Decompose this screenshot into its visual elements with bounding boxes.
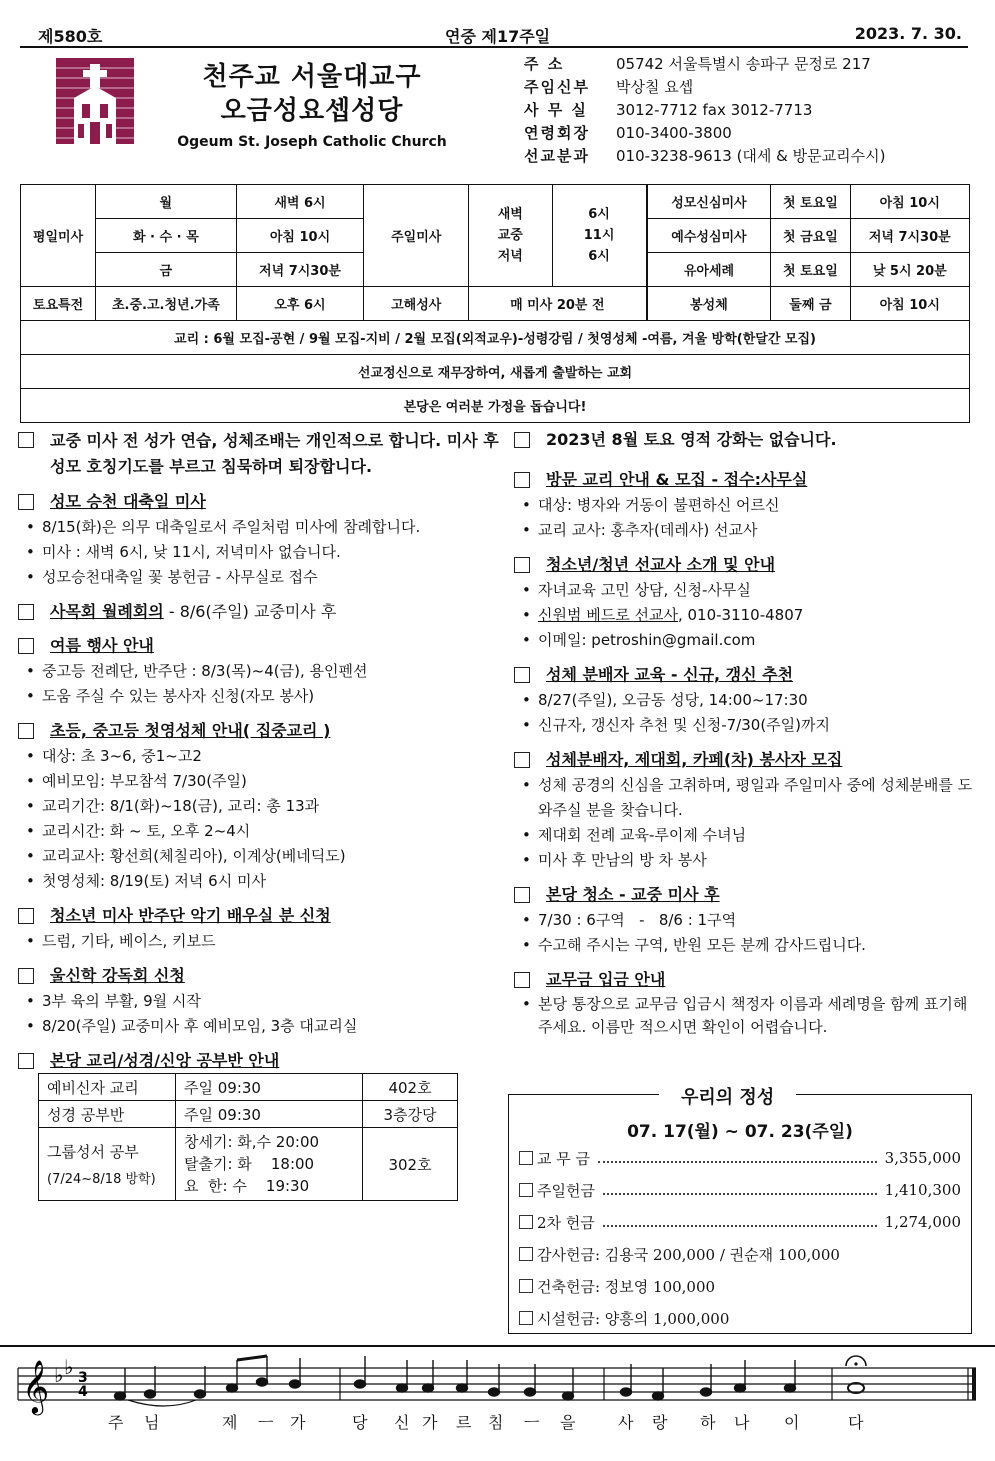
list-item: • 도움 주실 수 있는 봉사자 신청(자모 봉사): [26, 684, 500, 709]
offering-row: 2차 헌금 1,274,000: [509, 1206, 971, 1238]
checkbox-icon: [18, 604, 34, 620]
offering-note: 감사헌금: 김용국 200,000 / 권순재 100,000: [509, 1238, 971, 1270]
lyric-syllable: 침: [488, 1413, 504, 1432]
special-mass-name: 유아세례: [647, 253, 771, 287]
table-cell: 302호: [363, 1128, 458, 1201]
checkbox-icon: [514, 472, 530, 488]
lyric-syllable: ㅡ: [524, 1413, 540, 1432]
lyric-syllable: 당: [352, 1413, 368, 1432]
weekday-time: 아침 10시: [236, 219, 364, 253]
issue-header-line: [20, 20, 968, 48]
table-cell: 주일 09:30: [176, 1101, 363, 1128]
treble-clef-icon: 𝄞: [22, 1359, 50, 1413]
list-item: • 예비모임: 부모참석 7/30(주일): [26, 769, 500, 794]
info-row-mission: 선교분과 010-3238-9613 (대세 & 방문교리수시): [524, 147, 886, 165]
study-class-table: [38, 1073, 458, 1201]
saturday-vigil-time: 오후 6시: [236, 287, 364, 321]
lyric-syllable: 가: [290, 1413, 306, 1432]
list-item: • 8/27(주일), 오금동 성당, 14:00~17:30: [522, 688, 982, 713]
lyric-syllable: 르: [456, 1413, 472, 1432]
parish-motto: 선교정신으로 재무장하여, 새롭게 출발하는 교회: [21, 355, 970, 389]
saturday-vigil-label: 토요특전: [21, 287, 96, 321]
special-mass-name: 성모신심미사: [647, 185, 771, 219]
weekday-time: 저녁 7시30분: [236, 253, 364, 287]
list-item: • 첫영성체: 8/19(토) 저녁 6시 미사: [26, 869, 500, 894]
checkbox-icon: [519, 1183, 533, 1197]
saturday-vigil-who: 초.중.고.청년.가족: [96, 287, 237, 321]
catechism-schedule: 교리 : 6월 모집-공현 / 9월 모집-지비 / 2월 모집(외적교우)-성령강림 / 첫영성체 -여름, 겨울 방학(한달간 모집): [21, 321, 970, 355]
list-item: • 대상: 초 3~6, 중1~고2: [26, 744, 500, 769]
issue-date: 2023. 7. 30.: [854, 24, 962, 43]
special-mass-when: 첫 금요일: [771, 219, 850, 253]
list-item: • 신규자, 갱신자 추천 및 신청-7/30(주일)까지: [522, 713, 982, 738]
lyric-syllable: ㅡ: [258, 1413, 274, 1432]
checkbox-icon: [519, 1279, 533, 1293]
church-logo: [56, 58, 134, 144]
svg-text:♭: ♭: [64, 1355, 74, 1379]
lyric-syllable: 신: [394, 1413, 410, 1432]
list-item: • 자녀교육 고민 상담, 신청-사무실: [522, 578, 982, 603]
special-mass-when: 첫 토요일: [771, 253, 850, 287]
info-row-address: 주 소 05742 서울특별시 송파구 문정로 217: [524, 55, 871, 73]
info-row-office: 사 무 실 3012-7712 fax 3012-7713: [524, 100, 813, 119]
list-item: • 성체 공경의 신심을 고취하며, 평일과 주일미사 중에 성체분배를 도와주실 분을 찾습니다.: [522, 773, 982, 823]
table-cell: 예비신자 교리: [39, 1074, 176, 1101]
list-item: • 3부 육의 부활, 9월 시작: [26, 989, 500, 1014]
anointing-label: 봉성체: [647, 287, 771, 321]
list-item: • 교리교사: 황선희(체칠리아), 이계상(베네딕도): [26, 844, 500, 869]
list-item: • 교리시간: 화 ~ 토, 오후 2~4시: [26, 819, 500, 844]
notice-first-communion: 초등, 중고등 첫영성체 안내( 집중교리 ) • 대상: 초 3~6, 중1~고2 • 예비모임: 부모참석 7/30(주일) • 교리기간: 8/1(화)~18(금), 교리: 총 13과 • 교리시간: 화 ~ 토, 오후 2~4시 • 교리교사: 황선희(체칠리아), 이계상(베네딕도) • 첫영성체: 8/19(토) 저녁 6시 미사: [16, 719, 500, 894]
list-item: • 성모승천대축일 꽃 봉헌금 - 사무실로 접수: [26, 565, 500, 590]
lyric-syllable: 님: [144, 1413, 160, 1432]
lyric-syllable: 나: [734, 1413, 750, 1432]
lyric-syllable: 을: [560, 1413, 576, 1432]
list-item: • 제대회 전례 교육-루이제 수녀님: [522, 823, 982, 848]
offering-title: 우리의 정성: [659, 1083, 796, 1109]
liturgical-week: 연중 제17주일: [445, 27, 551, 46]
table-cell: 3층강당: [363, 1101, 458, 1128]
notice-assumption-mass: 성모 승천 대축일 미사 • 8/15(화)은 의무 대축일로서 주일처럼 미사에 참례합니다. • 미사 : 새벽 6시, 낮 11시, 저녁미사 없습니다. • 성모승천대축일 꽃 봉헌금 - 사무실로 접수: [16, 490, 500, 590]
notice-council-meeting: 사목회 월례회의 - 8/6(주일) 교중미사 후: [16, 600, 500, 624]
weekday-day: 월: [96, 185, 237, 219]
list-item: • 드럼, 기타, 베이스, 키보드: [26, 929, 500, 954]
confession-label: 고해성사: [364, 287, 469, 321]
offering-week: 07. 17(월) ~ 07. 23(주일): [627, 1122, 853, 1142]
checkbox-icon: [514, 752, 530, 768]
checkbox-icon: [18, 432, 34, 448]
checkbox-icon: [18, 968, 34, 984]
checkbox-icon: [514, 972, 530, 988]
notice-study-classes: 본당 교리/성경/신앙 공부반 안내 예비신자 교리 주일 09:30 402호 성경 공부반 주일 09:30 3층강당 그룹성서 공부 (7/24~8/18 방학) 창세기: 화,수 20:00 탈출기: 화 18:00 요 한: 수 19:30 302호: [16, 1049, 500, 1201]
list-item: • 본당 통장으로 교무금 입금시 책정자 이름과 세례명을 함께 표기해 주세요. 이름만 적으시면 확인이 어렵습니다.: [522, 993, 982, 1039]
checkbox-icon: [18, 494, 34, 510]
list-item: • 신원범 베드로 선교사, 010-3110-4807: [522, 603, 982, 628]
checkbox-icon: [519, 1215, 533, 1229]
checkbox-icon: [18, 638, 34, 654]
checkbox-icon: [514, 557, 530, 573]
table-cell: 주일 09:30: [176, 1074, 363, 1101]
weekday-day: 화 · 수 · 목: [96, 219, 237, 253]
svg-text:3: 3: [78, 1370, 88, 1386]
lyric-syllable: 다: [848, 1413, 864, 1432]
offering-row: 주일헌금 1,410,300: [509, 1174, 971, 1206]
table-cell: 창세기: 화,수 20:00 탈출기: 화 18:00 요 한: 수 19:30: [176, 1128, 363, 1201]
checkbox-icon: [18, 1053, 34, 1069]
info-row-pastor: 주임신부 박상칠 요셉: [524, 78, 694, 96]
special-mass-when: 첫 토요일: [771, 185, 850, 219]
lyric-syllable: 가: [422, 1413, 438, 1432]
checkbox-icon: [514, 887, 530, 903]
notice-volunteer-recruit: 성체분배자, 제대회, 카페(차) 봉사자 모집 • 성체 공경의 신심을 고취하며, 평일과 주일미사 중에 성체분배를 도와주실 분을 찾습니다. • 제대회 전례 교육-루이제 수녀님 • 미사 후 만남의 방 차 봉사: [512, 748, 982, 873]
list-item: • 수고해 주시는 구역, 반원 모든 분께 감사드립니다.: [522, 933, 982, 958]
church-name-block: [162, 60, 462, 150]
info-row-funeral: 연령회장 010-3400-3800: [524, 123, 732, 142]
weekday-mass-label: 평일미사: [21, 185, 96, 287]
list-item: • 미사 : 새벽 6시, 낮 11시, 저녁미사 없습니다.: [26, 540, 500, 565]
notice-summer-events: 여름 행사 안내 • 중고등 전례단, 반주단 : 8/3(목)~4(금), 용인펜션 • 도움 주실 수 있는 봉사자 신청(자모 봉사): [16, 634, 500, 709]
weekday-time: 새벽 6시: [236, 185, 364, 219]
lyric-syllable: 랑: [652, 1413, 668, 1432]
table-cell: 성경 공부반: [39, 1101, 176, 1128]
notice-visiting-catechism: 방문 교리 안내 & 모집 - 접수:사무실 • 대상: 병자와 거동이 불편하신 어르신 • 교리 교사: 홍추자(데레사) 선교사: [512, 468, 982, 543]
checkbox-icon: [18, 908, 34, 924]
notice-dues-deposit: 교무금 입금 안내 • 본당 통장으로 교무금 입금시 책정자 이름과 세례명을 함께 표기해 주세요. 이름만 적으시면 확인이 어렵습니다.: [512, 968, 982, 1039]
offering-row: 교 무 금 3,355,000: [509, 1142, 971, 1174]
anointing-when: 둘째 금: [771, 287, 850, 321]
parish-question: 본당은 여러분 가정을 돕습니다!: [21, 389, 970, 423]
list-item: • 교리 교사: 홍추자(데레사) 선교사: [522, 518, 982, 543]
lyric-syllable: 하: [700, 1413, 716, 1432]
contact-info: [524, 52, 974, 167]
issue-number: 제580호: [38, 27, 103, 46]
notice-youth-instrument: 청소년 미사 반주단 악기 배우실 분 신청 • 드럼, 기타, 베이스, 키보드: [16, 904, 500, 954]
lyric-syllable: 이: [784, 1413, 800, 1432]
church-name-korean-line1: 천주교 서울대교구: [202, 62, 422, 92]
sunday-mass-times: 6시 11시 6시: [552, 185, 647, 287]
list-item: • 미사 후 만남의 방 차 봉사: [522, 848, 982, 873]
list-item: • 8/15(화)은 의무 대축일로서 주일처럼 미사에 참례합니다.: [26, 515, 500, 540]
checkbox-icon: [514, 667, 530, 683]
list-item: • 이메일: petroshin@gmail.com: [522, 628, 982, 653]
offering-box: [508, 1087, 972, 1334]
anointing-time: 아침 10시: [850, 287, 969, 321]
lyric-syllable: 제: [222, 1413, 238, 1432]
music-staff: [0, 1344, 995, 1461]
confession-time: 매 미사 20분 전: [469, 287, 647, 321]
list-item: • 7/30 : 6구역 - 8/6 : 1구역: [522, 908, 982, 933]
svg-text:♭: ♭: [54, 1363, 64, 1387]
notice-eucharist-minister-training: 성체 분배자 교육 - 신규, 갱신 추천 • 8/27(주일), 오금동 성당, 14:00~17:30 • 신규자, 갱신자 추천 및 신청-7/30(주일)까지: [512, 663, 982, 738]
checkbox-icon: [18, 723, 34, 739]
table-cell: 그룹성서 공부 (7/24~8/18 방학): [39, 1128, 176, 1201]
notice-theology-reading: 울신학 강독회 신청 • 3부 육의 부활, 9월 시작 • 8/20(주일) 교중미사 후 예비모임, 3층 대교리실: [16, 964, 500, 1039]
list-item: • 8/20(주일) 교중미사 후 예비모임, 3층 대교리실: [26, 1014, 500, 1039]
notice-choir-practice: 교중 미사 전 성가 연습, 성체조배는 개인적으로 합니다. 미사 후 성모 호칭기도를 부르고 침묵하며 퇴장합니다.: [16, 428, 500, 480]
notices-right-column: [512, 428, 982, 1049]
church-name-english: Ogeum St. Joseph Catholic Church: [177, 134, 447, 150]
list-item: • 중고등 전례단, 반주단 : 8/3(목)~4(금), 용인펜션: [26, 659, 500, 684]
offering-note: 건축헌금: 정보영 100,000: [509, 1270, 971, 1302]
special-mass-name: 예수성심미사: [647, 219, 771, 253]
notice-spiritual-talk: 2023년 8월 토요 영적 강화는 없습니다.: [512, 428, 982, 452]
special-mass-time: 아침 10시: [850, 185, 969, 219]
list-item: • 교리기간: 8/1(화)~18(금), 교리: 총 13과: [26, 794, 500, 819]
notices-left-column: [16, 428, 500, 1211]
list-item: • 대상: 병자와 거동이 불편하신 어르신: [522, 493, 982, 518]
checkbox-icon: [519, 1311, 533, 1325]
church-name-korean-line2: 오금성요셉성당: [220, 96, 404, 126]
lyric-syllable: 주: [108, 1413, 124, 1432]
notice-church-cleaning: 본당 청소 - 교중 미사 후 • 7/30 : 6구역 - 8/6 : 1구역 • 수고해 주시는 구역, 반원 모든 분께 감사드립니다.: [512, 883, 982, 958]
sunday-mass-label: 주일미사: [364, 185, 469, 287]
special-mass-time: 저녁 7시30분: [850, 219, 969, 253]
notice-youth-missionary: 청소년/청년 선교사 소개 및 안내 • 자녀교육 고민 상담, 신청-사무실 • 신원범 베드로 선교사, 010-3110-4807 • 이메일: petroshin@gmail.com: [512, 553, 982, 653]
checkbox-icon: [519, 1151, 533, 1165]
table-cell: 402호: [363, 1074, 458, 1101]
mass-schedule-table: [20, 184, 970, 423]
checkbox-icon: [514, 432, 530, 448]
offering-note: 시설헌금: 양흥의 1,000,000: [509, 1302, 971, 1334]
checkbox-icon: [519, 1247, 533, 1261]
svg-text:4: 4: [78, 1384, 88, 1400]
special-mass-time: 낮 5시 20분: [850, 253, 969, 287]
sunday-mass-names: 새벽 교중 저녁: [469, 185, 552, 287]
lyric-syllable: 사: [618, 1413, 634, 1432]
weekday-day: 금: [96, 253, 237, 287]
